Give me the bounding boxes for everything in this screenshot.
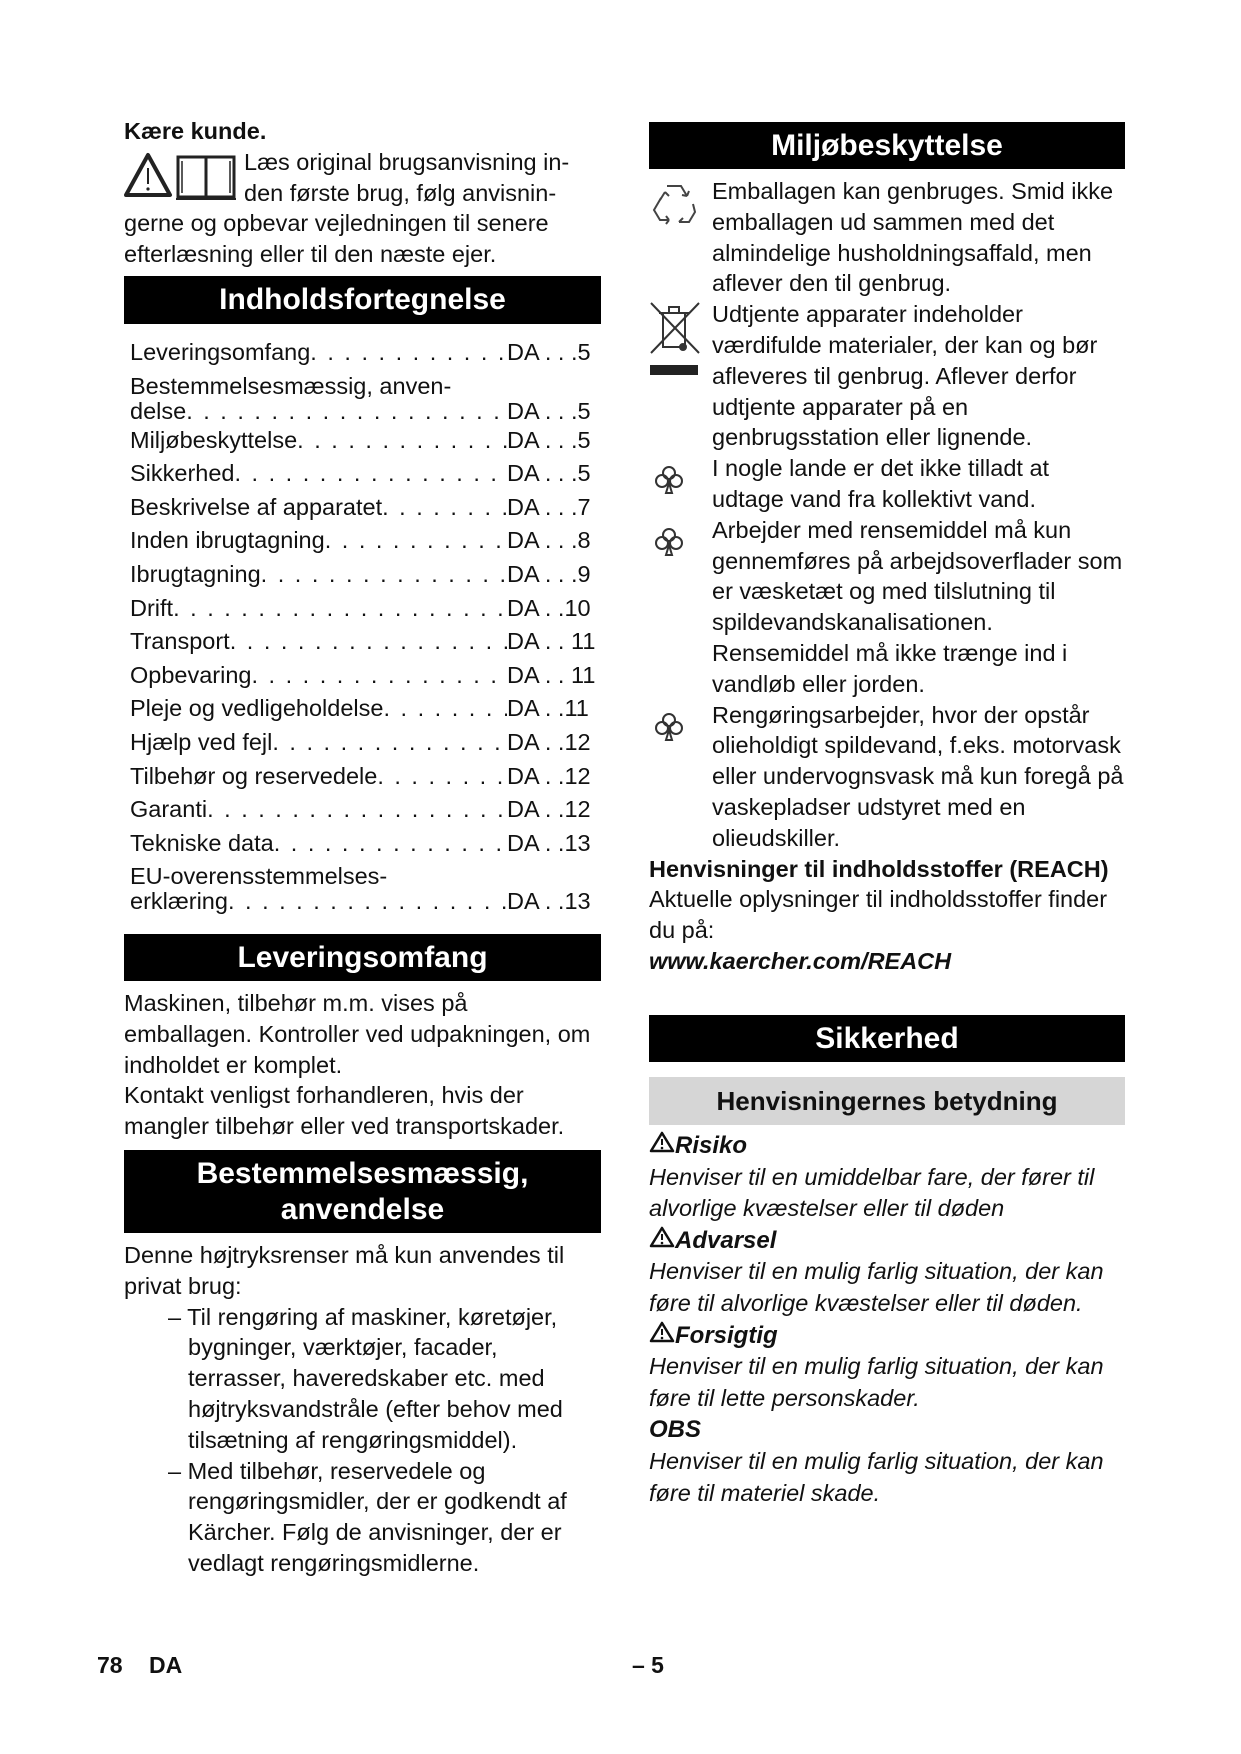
toc-item-label: erklæring bbox=[130, 888, 228, 915]
safety-level-name: Forsigtig bbox=[675, 1321, 778, 1349]
safety-level-name: Risiko bbox=[675, 1132, 748, 1159]
toc-leader-dots bbox=[272, 730, 507, 755]
intended-use-heading bbox=[124, 1150, 601, 1233]
reach-link[interactable]: www.kaercher.com/REACH bbox=[649, 947, 952, 974]
delivery-paragraph-1: Maskinen, tilbehør m.m. vises på emballagen. Kontroller ved udpakningen, om indholdet er komplet. bbox=[124, 990, 591, 1078]
toc-item[interactable] bbox=[130, 495, 595, 520]
env-text: I nogle lande er det ikke tilladt at udtage vand fra kollektivt vand. bbox=[712, 455, 1050, 512]
table-of-contents bbox=[124, 340, 601, 930]
safety-level-description: Henviser til en mulig farlig situation, der kan føre til alvorlige kvæstelser eller til døden. bbox=[649, 1258, 1104, 1316]
toc-item-label: Leveringsomfang bbox=[130, 339, 311, 365]
toc-item-label: Tekniske data bbox=[130, 829, 274, 856]
toc-item-page: DA . . .5 bbox=[507, 339, 591, 365]
toc-item-page: DA . .13 bbox=[507, 888, 591, 915]
toc-leader-dots bbox=[228, 889, 507, 914]
toc-item-page: DA . . 11 bbox=[507, 661, 596, 688]
toc-item-page: DA . .10 bbox=[507, 594, 591, 621]
toc-item-label: Miljøbeskyttelse bbox=[130, 426, 298, 453]
env-text: Emballagen kan genbruges. Smid ikke emballagen ud sammen med det almindelige husholdningsaffald, men aflever den til genbrug. bbox=[712, 178, 1114, 297]
footer-language: DA bbox=[149, 1652, 183, 1678]
env-item-oil bbox=[649, 700, 1125, 854]
toc-item-page: DA . . .7 bbox=[507, 493, 591, 520]
warning-book-icon bbox=[124, 151, 240, 211]
toc-leader-dots bbox=[325, 528, 507, 553]
environment-section bbox=[649, 176, 1125, 977]
env-item-disposal bbox=[649, 299, 1125, 453]
safety-level-description: Henviser til en mulig farlig situation, der kan føre til lette personskader. bbox=[649, 1353, 1104, 1411]
toc-leader-dots bbox=[207, 797, 507, 822]
toc-item-page: DA . .11 bbox=[507, 695, 589, 722]
crossed-bin-icon bbox=[649, 301, 699, 389]
intended-use-section bbox=[124, 1240, 601, 1579]
env-item-water bbox=[649, 453, 1125, 515]
greeting: Kære kunde. bbox=[124, 118, 267, 144]
toc-item-page: DA . .12 bbox=[507, 729, 591, 755]
toc-item[interactable] bbox=[130, 461, 595, 486]
toc-item-label: Garanti bbox=[130, 796, 208, 823]
safety-subheading: Henvisningernes betydning bbox=[649, 1077, 1125, 1125]
toc-item-label: Transport bbox=[130, 628, 230, 655]
safety-level-description: Henviser til en umiddelbar fare, der fører til alvorlige kvæstelser eller til døden bbox=[649, 1163, 1095, 1222]
env-text: Arbejder med rensemiddel må kun gennemføres på arbejdsoverflader som er væsketæt og med tilslutning til spildevandskanalisationen. Rensemiddel må ikke trænge ind i vandløb eller jorden. bbox=[712, 516, 1123, 697]
toc-leader-dots bbox=[261, 562, 507, 587]
toc-leader-dots bbox=[377, 764, 507, 789]
toc-item-page: DA . .12 bbox=[507, 762, 591, 789]
intro-section bbox=[124, 116, 601, 270]
safety-level-name: Advarsel bbox=[675, 1226, 777, 1254]
page-number: 78 bbox=[97, 1652, 123, 1678]
toc-item-label: Hjælp ved fejl bbox=[130, 729, 273, 755]
intended-use-intro: Denne højtryksrenser må kun anvendes til privat brug: bbox=[124, 1242, 565, 1299]
toc-leader-dots bbox=[383, 696, 507, 721]
toc-leader-dots bbox=[186, 399, 507, 424]
environment-icon bbox=[654, 465, 704, 503]
environment-icon bbox=[654, 712, 704, 750]
toc-leader-dots bbox=[252, 663, 508, 688]
toc-item[interactable] bbox=[130, 764, 595, 789]
toc-item[interactable] bbox=[130, 528, 595, 553]
toc-item[interactable] bbox=[130, 374, 595, 424]
toc-item-label: Beskrivelse af apparatet bbox=[130, 493, 383, 520]
toc-leader-dots bbox=[274, 831, 507, 856]
intended-use-list bbox=[124, 1302, 601, 1579]
toc-item[interactable] bbox=[130, 663, 595, 688]
toc-item-page: DA . . .5 bbox=[507, 460, 591, 487]
toc-leader-dots bbox=[230, 629, 507, 654]
toc-heading: Indholdsfortegnelse bbox=[124, 276, 601, 324]
safety-level-description: Henviser til en mulig farlig situation, der kan føre til materiel skade. bbox=[649, 1447, 1104, 1506]
toc-leader-dots bbox=[382, 495, 507, 520]
toc-leader-dots bbox=[235, 461, 508, 486]
intro-text-line1: Læs original brugsanvisning in- bbox=[244, 148, 570, 175]
reach-heading: Henvisninger til indholdsstoffer (REACH) bbox=[649, 855, 1109, 882]
recycle-icon bbox=[649, 180, 699, 238]
toc-item[interactable] bbox=[130, 696, 595, 721]
toc-item-page: DA . . .5 bbox=[507, 397, 591, 424]
toc-item-label: Ibrugtagning bbox=[130, 561, 261, 587]
safety-level-label bbox=[649, 1225, 1125, 1257]
delivery-paragraph-2: Kontakt venligst forhandleren, hvis der mangler tilbehør eller ved transportskader. bbox=[124, 1082, 565, 1140]
toc-item-label-line1: EU-overensstemmelses- bbox=[130, 863, 388, 890]
intro-text-rest: gerne og opbevar vejledningen til senere efterlæsning eller til den næste ejer. bbox=[124, 210, 549, 268]
toc-item[interactable] bbox=[130, 730, 595, 755]
toc-item[interactable] bbox=[130, 864, 595, 914]
toc-item-page: DA . .12 bbox=[507, 796, 591, 823]
toc-item-page: DA . . .5 bbox=[507, 426, 591, 453]
list-item: – Til rengøring af maskiner, køretøjer, bygninger, værktøjer, facader, terrasser, haveredskaber etc. med højtryksvandstråle (efter behov med tilsætning af rengøringsmiddel). bbox=[168, 1303, 563, 1453]
toc-item-page: DA . . 11 bbox=[507, 628, 596, 655]
env-item-detergent bbox=[649, 515, 1125, 700]
toc-item[interactable] bbox=[130, 562, 595, 587]
safety-level-name: OBS bbox=[649, 1416, 702, 1444]
intro-text-line2: den første brug, følg anvisnin- bbox=[244, 179, 557, 206]
environment-heading: Miljøbeskyttelse bbox=[649, 122, 1125, 169]
env-item-recycle bbox=[649, 176, 1125, 299]
toc-item-label: Inden ibrugtagning bbox=[130, 527, 325, 554]
toc-leader-dots bbox=[310, 340, 507, 365]
safety-levels bbox=[649, 1130, 1125, 1509]
intended-use-heading-line1: Bestemmelsesmæssig, bbox=[196, 1156, 529, 1190]
toc-item-page: DA . . .9 bbox=[507, 561, 591, 587]
delivery-heading: Leveringsomfang bbox=[124, 934, 601, 981]
safety-level-label bbox=[649, 1414, 1125, 1446]
list-item: – Med tilbehør, reservedele og rengøringsmidler, der er godkendt af Kärcher. Følg de anvisninger, der er vedlagt rengøringsmidlerne. bbox=[168, 1457, 567, 1576]
toc-item-label: Opbevaring bbox=[130, 661, 252, 688]
toc-item[interactable] bbox=[130, 629, 595, 654]
toc-item-page: DA . . .8 bbox=[507, 527, 591, 554]
delivery-section bbox=[124, 988, 601, 1142]
toc-leader-dots bbox=[297, 428, 507, 453]
safety-heading: Sikkerhed bbox=[649, 1015, 1125, 1062]
toc-leader-dots bbox=[173, 596, 507, 621]
toc-item[interactable] bbox=[130, 428, 595, 453]
section-page-number: – 5 bbox=[632, 1652, 664, 1678]
warning-triangle-icon bbox=[649, 1227, 675, 1254]
safety-level-label bbox=[649, 1130, 1125, 1162]
toc-item-label-line1: Bestemmelsesmæssig, anven- bbox=[130, 372, 452, 399]
toc-item-label: delse bbox=[130, 397, 187, 424]
intended-use-heading-line2: anvendelse bbox=[280, 1192, 445, 1226]
environment-icon bbox=[654, 527, 704, 565]
safety-level-label bbox=[649, 1320, 1125, 1352]
reach-text: Aktuelle oplysninger til indholdsstoffer finder du på: bbox=[649, 886, 1108, 944]
toc-item-label: Tilbehør og reservedele bbox=[130, 762, 378, 789]
env-text: Rengøringsarbejder, hvor der opstår olieholdigt spildevand, f.eks. motorvask eller undervognsvask må kun foregå på vaskepladser udstyret med en olieudskiller. bbox=[712, 701, 1124, 851]
toc-item-page: DA . .13 bbox=[507, 829, 591, 856]
toc-item[interactable] bbox=[130, 340, 595, 365]
toc-item-label: Pleje og vedligeholdelse bbox=[130, 695, 384, 722]
warning-triangle-icon bbox=[649, 1322, 675, 1349]
toc-item[interactable] bbox=[130, 831, 595, 856]
toc-item[interactable] bbox=[130, 596, 595, 621]
warning-triangle-icon bbox=[649, 1132, 675, 1159]
env-text: Udtjente apparater indeholder værdifulde materialer, der kan og bør afleveres til genbrug. Aflever derfor udtjente apparater på en genbrugsstation eller lignende. bbox=[712, 301, 1098, 451]
toc-item[interactable] bbox=[130, 797, 595, 822]
toc-item-label: Drift bbox=[130, 594, 174, 621]
toc-item-label: Sikkerhed bbox=[130, 460, 235, 487]
